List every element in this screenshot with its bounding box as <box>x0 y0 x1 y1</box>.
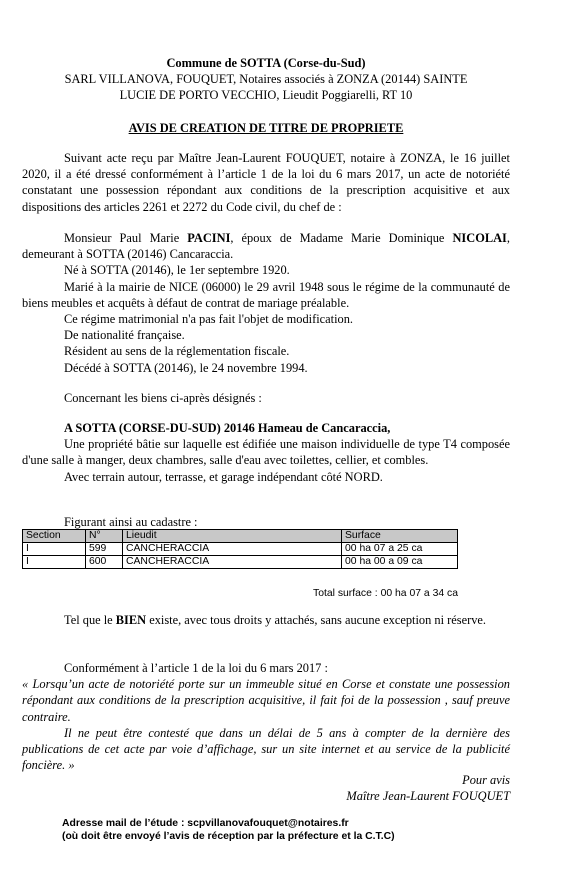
cell-surface: 00 ha 00 a 09 ca <box>342 556 458 569</box>
bien-keyword: BIEN <box>115 613 147 627</box>
bien-paragraph <box>22 612 510 628</box>
header-address: LUCIE DE PORTO VECCHIO, Lieudit Poggiarelli, RT 10 <box>119 88 413 103</box>
person-nationality: De nationalité française. <box>64 328 185 343</box>
cell-number: 600 <box>86 556 123 569</box>
intro-paragraph: Suivant acte reçu par Maître Jean-Laurent FOUQUET, notaire à ZONZA, le 16 juillet 2020, il a été dressé conformément à l’article 1 de la loi du 6 mars 2017, un acte de notoriété constatant une possession répondant aux conditions de la prescription acquisitive et aux dispositions des articles 2261 et 2272 du Code civil, du chef de : <box>22 151 510 214</box>
person-identity <box>22 230 510 262</box>
signature-notary: Maître Jean-Laurent FOUQUET <box>346 789 510 804</box>
property-section <box>22 420 510 485</box>
cell-surface: 00 ha 07 a 25 ca <box>342 543 458 556</box>
law-quote-1: « Lorsqu’un acte de notoriété porte sur un immeuble situé en Corse et constate une possession répondant aux conditions de la prescription acquisitive, il fait foi de la possession , sauf preuve contraire. <box>22 677 510 724</box>
header-commune: Commune de SOTTA (Corse-du-Sud) <box>166 56 366 70</box>
cadastre-intro: Figurant ainsi au cadastre : <box>64 515 198 529</box>
cell-section: I <box>23 543 86 556</box>
person-section <box>22 230 510 376</box>
person-marriage: Marié à la mairie de NICE (06000) le 29 avril 1948 sous le régime de la communauté de biens meubles et acquêts à défaut de contrat de mariage préalable. <box>22 279 510 310</box>
person-intro-text: Monsieur Paul Marie <box>64 231 188 245</box>
property-land: Avec terrain autour, terrasse, et garage indépendant côté NORD. <box>64 469 383 484</box>
person-surname: PACINI <box>187 231 231 245</box>
column-header-surface: Surface <box>342 530 458 543</box>
law-section <box>22 660 510 773</box>
person-residence: , demeurant à SOTTA (20146) Cancaraccia. <box>22 231 510 262</box>
column-header-lieudit: Lieudit <box>123 530 342 543</box>
law-intro: Conformément à l’article 1 de la loi du 6 mars 2017 : <box>64 661 328 675</box>
header <box>22 55 510 104</box>
person-birth: Né à SOTTA (20146), le 1er septembre 1920. <box>64 263 290 278</box>
person-resident: Résident au sens de la réglementation fiscale. <box>64 344 290 359</box>
property-location: A SOTTA (CORSE-DU-SUD) 20146 Hameau de Cancaraccia, <box>64 421 391 435</box>
bien-text-start: Tel que le <box>64 613 116 627</box>
column-header-section: Section <box>23 530 86 543</box>
table-row <box>23 556 458 569</box>
cell-section: I <box>23 556 86 569</box>
cadastre-table <box>22 529 458 569</box>
signature-for-notice: Pour avis <box>462 773 510 787</box>
person-spouse-text: , époux de Madame Marie Dominique <box>230 231 453 245</box>
law-quote-2: Il ne peut être contesté que dans un délai de 5 ans à compter de la dernière des publications de cet acte par voie d’affichage, sur un site internet et au service de la publicité foncière. » <box>22 725 510 773</box>
person-regime: Ce régime matrimonial n'a pas fait l'objet de modification. <box>64 312 354 327</box>
property-description: Une propriété bâtie sur laquelle est édifiée une maison individuelle de type T4 composée d'une salle à manger, deux chambres, salle d'eau avec toilettes, cellier, et combles. <box>22 437 510 468</box>
signature <box>22 772 510 804</box>
cell-lieudit: CANCHERACCIA <box>123 543 342 556</box>
table-row <box>23 543 458 556</box>
footer-note: (où doit être envoyé l’avis de réception par la préfecture et la C.T.C) <box>62 831 395 842</box>
person-death: Décédé à SOTTA (20146), le 24 novembre 1994. <box>64 360 308 375</box>
cell-lieudit: CANCHERACCIA <box>123 556 342 569</box>
table-header-row <box>23 530 458 543</box>
cadastre-total: Total surface : 00 ha 07 a 34 ca <box>313 588 458 599</box>
footer-email: Adresse mail de l’étude : scpvillanovafouquet@notaires.fr <box>62 818 349 829</box>
spouse-surname: NICOLAI <box>452 231 507 245</box>
footer <box>62 817 395 843</box>
header-notaries: SARL VILLANOVA, FOUQUET, Notaires associés à ZONZA (20144) SAINTE <box>64 72 468 87</box>
cell-number: 599 <box>86 543 123 556</box>
column-header-number: N° <box>86 530 123 543</box>
concerning-line: Concernant les biens ci-après désignés : <box>64 391 262 405</box>
bien-text-end: existe, avec tous droits y attachés, sans aucune exception ni réserve. <box>146 613 487 627</box>
document-title: AVIS DE CREATION DE TITRE DE PROPRIETE <box>128 121 404 135</box>
